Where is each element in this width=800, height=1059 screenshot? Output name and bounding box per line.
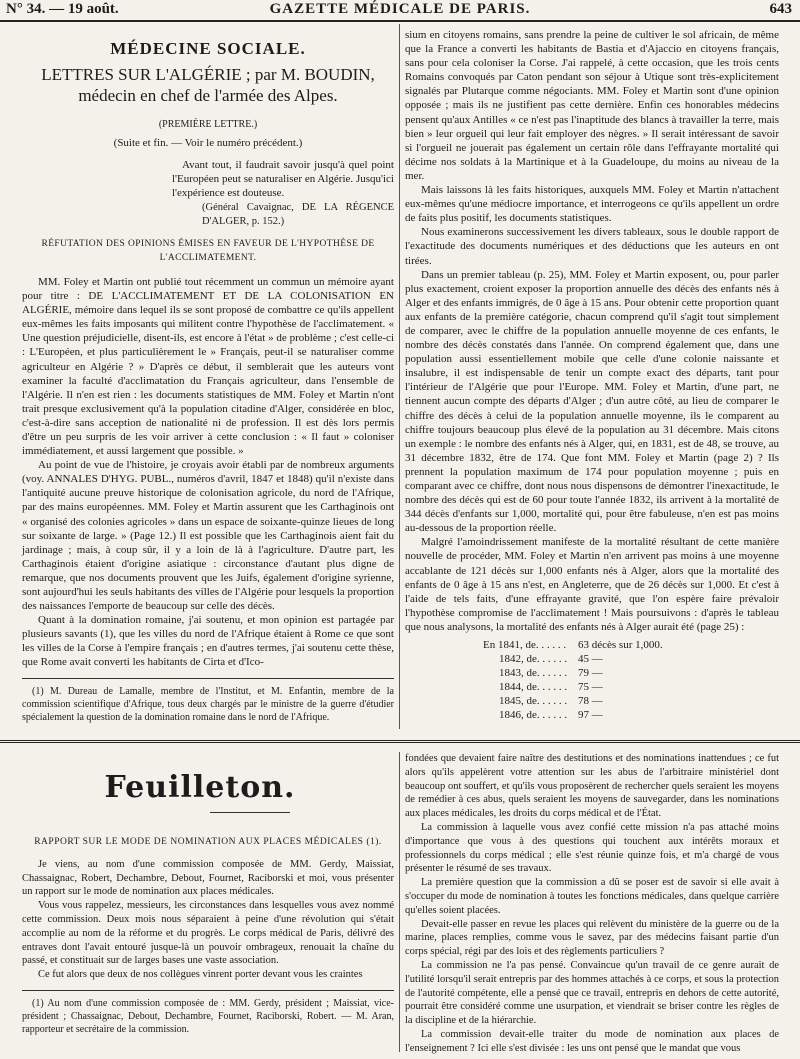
paragraph: Malgré l'amoindrissement manifeste de la mortalité résultant de cette manière nouvelle de procéder, MM. Foley et Martin n'en arrivent pas moins à une moyenne accablante de 121 décès sur 1,000 enfants nés à Alger, alors que la mortalité des enfants de 0 âge à 15 ans n'est, en Angleterre, que de 26 décès sur 1,000. Et c'est à l'aide de tels faits, d'une effrayante gravité, que l'on espère faire prévaloir l'hypothèse compromise de l'acclimatement ! Mais poursuivons : d'après le tableau que nous analysons, la mortalité des enfants nés à Alger aurait été (page 25) : xyxy=(405,536,779,633)
paragraph: fondées que devaient faire naître des destitutions et des nominations inattendues ; ce fut alors qu'ils appelèrent votre attention sur les abus de l'arbitraire ministériel dont beaucoup ont souffert, et qu'ils vous proposèrent de rechercher quels seraient les moyens de remédier à ces abus, quels seraient les moyens de sauvegarder, dans les nominations aux places médicales, les droits du corps médical et de l'État. xyxy=(405,753,779,820)
paragraph: Mais laissons là les faits historiques, auxquels MM. Foley et Martin n'attachent eux-mêmes qu'une médiocre importance, et interrogeons ce qu'ils appellent un ordre de faits plus positif, les documents statistiques. xyxy=(405,184,779,225)
table-row: 1845, de. . . . . . 78 — xyxy=(499,695,603,708)
paragraph: La commission à laquelle vous avez confié cette mission n'a pas attaché moins d'importance que vous à des questions qui touchent aux intérêts moraux et professionnels du corps médical ; elle s'est réunie quinze fois, et m'a chargé de vous présenter le résumé de ses travaux. xyxy=(405,821,779,875)
column-divider xyxy=(399,752,400,1052)
table-row: En 1841, de. . . . . . 63 décès sur 1,000. xyxy=(483,639,663,652)
column-divider xyxy=(399,24,400,729)
feuilleton-title: Feuilleton. xyxy=(104,770,296,805)
feuilleton-separator xyxy=(0,740,800,743)
table-row: 1842, de. . . . . . 45 — xyxy=(499,653,603,666)
paragraph: La commission devait-elle traiter du mode de nomination aux places de l'enseignement ? Ici elle s'est divisée : les uns ont pensé que le mandat que vous xyxy=(405,1028,779,1054)
paragraph: sium en citoyens romains, sans prendre la peine de cultiver le sol africain, de même que la France a converti les habitants de Bastia et d'Ajaccio en citoyens français, sans pour cela coloniser la Corse. J'ai rappelé, à cette occasion, que les trois cents Romains convoqués par Caton pendant son séjour à Utique sont très-explicitement signalés par Plutarque comme négociants. MM. Foley et Martin sont d'une opinion opposée ; mais ils ne justifient pas cette dernière. Enfin ces honorables médecins pensent qu'aux Antilles « ce n'est pas l'inaptitude des blancs à travailler la terre, mais bien » leur orgueil qui leur fait employer des nègres. » Il serait intéressant de savoir si l'orgueil ne jouerait pas également un certain rôle dans l'effrayante mortalité qui décime nos soldats à la Martinique et à la Guadeloupe, du moins au niveau de la mer. xyxy=(405,29,779,182)
paragraph: Vous vous rappelez, messieurs, les circonstances dans lesquelles vous avez nommé cette commission. Deux mois nous séparaient à peine d'une révolution qui s'était accomplie au nom de la réforme et du progrès. Le corps médical de Paris, délivré des entraves dont l'avait entouré jusque-là un pouvoir ombrageux, renouait la chaîne du passé, et constituait sur de larges bases une vaste association. xyxy=(22,900,394,967)
subsection-heading: RÉFUTATION DES OPINIONS ÉMISES EN FAVEUR DE L'HYPOTHÈSE DE L'ACCLIMATEMENT. xyxy=(41,238,375,263)
letter-number: (PREMIÈRE LETTRE.) xyxy=(158,119,258,131)
table-row: 1843, de. . . . . . 79 — xyxy=(499,667,603,680)
issue-number: N° 34. — 19 août. xyxy=(6,1,119,17)
table-row: 1844, de. . . . . . 75 — xyxy=(499,681,603,694)
footnote-rule xyxy=(22,678,394,679)
journal-title: GAZETTE MÉDICALE DE PARIS. xyxy=(269,1,531,17)
article-title: LETTRES SUR L'ALGÉRIE ; par M. BOUDIN, médecin en chef de l'armée des Alpes. xyxy=(41,65,375,106)
paragraph: Nous examinerons successivement les divers tableaux, sous le double rapport de l'exactitude des documents numériques et des déductions que les auteurs en ont tirées. xyxy=(405,226,779,267)
table-row: 1846, de. . . . . . 97 — xyxy=(499,709,603,722)
paragraph: MM. Foley et Martin ont publié tout récemment un commun un mémoire ayant pour titre : DE L'ACCLIMATEMENT ET DE LA COLONISATION EN ALGÉRIE, mémoire dans lequel ils se sont proposé de combattre ce qu'ils appellent eux-mêmes les faits imposants qui militent contre l'hypothèse de l'acclimatement. « Une question préjudicielle, disent-ils, est encore à l'état » de problème ; c'est celle-ci : L'Européen, et plus particulièrement le » Français, peut-il se naturaliser comme agriculteur en Algérie ? » D'après ce début, il semblerait que les auteurs vont examiner la faculté d'acclimatation du Français agriculteur, dans l'ensemble de l'Algérie. Il n'en est rien : les documents statistiques de MM. Foley et Martin n'ont trait presque exclusivement qu'à la population citadine d'Alger, considérée en bloc, c'est-à-dire sans acception de nationalité ni de profession. Il est dès lors permis d'être un peu surpris de les voir arriver à cette conclusion : « Il faut » coloniser immédiatement, et aussi largement que possible. » xyxy=(22,275,394,458)
paragraph: Quant à la domination romaine, j'ai soutenu, et mon opinion est partagée par plusieurs savants (1), que les villes du nord de l'Afrique étaient à Rome ce que sont les villes de la Corse à l'empire français ; en d'autres termes, j'ai soutenu cette thèse, que Rome avait converti les habitants de Cirta et d'Ico- xyxy=(22,614,394,669)
page-number: 643 xyxy=(769,1,792,17)
feuilleton-left-column xyxy=(22,836,394,1036)
paragraph: Je viens, au nom d'une commission composée de MM. Gerdy, Maissiat, Chassaignac, Robert, Dechambre, Debout, Fournet, Raciborski et moi, vous présenter un rapport sur le mode de nomination aux places médicales. xyxy=(22,858,394,898)
paragraph: Ce fut alors que deux de nos collègues vinrent porter devant vous les craintes xyxy=(38,969,363,981)
section-title: MÉDECINE SOCIALE. xyxy=(110,39,306,58)
report-title: RAPPORT SUR LE MODE DE NOMINATION AUX PLACES MÉDICALES (1). xyxy=(34,837,382,847)
left-column xyxy=(22,28,394,724)
mortality-table xyxy=(483,638,779,722)
running-header xyxy=(0,0,800,22)
epigraph-source: (Général Cavaignac, DE LA RÉGENCE D'ALGER, p. 152.) xyxy=(202,201,394,227)
epigraph: Avant tout, il faudrait savoir jusqu'à quel point l'Européen peut se naturaliser en Algérie. Jusqu'ici l'expérience est douteuse. xyxy=(172,159,394,200)
paragraph: La première question que la commission a dû se poser est de savoir si elle avait à s'occuper du mode de nomination à toutes les fonctions médicales, dans quelque carrière qu'elles soient placées. xyxy=(405,877,779,916)
continuation-note: (Suite et fin. — Voir le numéro précédent.) xyxy=(113,137,303,150)
paragraph: Devait-elle passer en revue les places qui relèvent du ministère de la guerre ou de la marine, places remplies, comme vous le savez, par des médecins faisant partie d'un corps spécial, régi par des lois et des règlements particuliers ? xyxy=(405,918,779,958)
right-column xyxy=(405,28,779,722)
footnote: (1) Au nom d'une commission composée de : MM. Gerdy, président ; Maissiat, vice-président ; Chassaignac, Debout, Dechambre, Fournet, Raciborski, Robert. — M. Aran, rapporteur et secrétaire de la commission. xyxy=(22,997,394,1035)
paragraph: La commission ne l'a pas pensé. Convaincue qu'un travail de ce genre aurait de l'utilité lorsqu'il serait entrepris par des hommes attachés à ce corps, et sous la protection de l'autorité compétente, elle a pensé que ce travail, entrepris en dehors de cette autorité, pourrait être considéré comme une usurpation, et viendrait se briser contre les règles de la discipline et de la hiérarchie. xyxy=(405,959,779,1027)
paragraph: Dans un premier tableau (p. 25), MM. Foley et Martin exposent, ou, pour parler plus exactement, croient exposer la proportion annuelle des décès des enfants nés à Alger et des enfants immigrés, de 0 âge à 15 ans. Pour obtenir cette proportion quant aux enfants de la première catégorie, chacun comprend qu'il s'agit tout simplement de comparer, avec le chiffre de la population annuelle moyenne de ces enfants, le nombre des décès constatés dans l'année. On comprend également que, dans une population aussi essentiellement mobile que celle d'une colonie naissante et insalubre, il est indispensable de tenir un compte exact des départs, tant pour l'intérieur de l'Algérie que pour l'Europe. MM. Foley et Martin, d'une part, ne tiennent aucun compte des départs d'Alger ; d'un autre côté, au lieu de comparer le chiffre des décès à celui de la population annuelle moyenne, ils le comparent au chiffre toujours beaucoup plus élevé de la population au 31 décembre. Mais citons un exemple : le nombre des enfants nés à Alger, qui, en 1831, est de 48, se trouve, au 31 décembre 1832, être de 174. Que font MM. Foley et Martin (page 2) ? Ils prennent la population maximum de 174 pour population moyenne ; puis en comparant avec ce chiffre, dont nous nous dispensons de démontrer l'inexactitude, le nombre des décès qui est de 60 pour toute l'année 1832, ils arrivent à la mortalité de 344 décès d'enfants sur 1,000, mortalité qui, pour être fabuleuse, n'en est pas moins au-dessous de la proportion réelle. xyxy=(405,268,779,535)
footnote-rule xyxy=(22,990,394,991)
title-rule xyxy=(210,812,290,813)
footnote: (1) M. Dureau de Lamalle, membre de l'Institut, et M. Enfantin, membre de la commission scientifique d'Afrique, tous deux chargés par le ministre de la guerre d'étudier spécialement la question de la domination romaine dans le nord de l'Afrique. xyxy=(22,685,394,723)
feuilleton-right-column xyxy=(405,752,779,1056)
paragraph: Au point de vue de l'histoire, je croyais avoir établi par de nombreux arguments (voy. ANNALES D'HYG. PUBL., numéros d'avril, 1847 et 1848) qu'il n'existe dans l'antiquité aucune preuve historique de colonisation agricole, du nord de l'Afrique, par des mains européennes. MM. Foley et Martin assurent que les Carthaginois ont « organisé des colonies agricoles » dans un espace de soixante-quinze lieues de long sur soixante de large. » (Page 12.) Il est possible que les Carthaginois aient fait du jardinage ; mais, à coup sûr, il y a loin de là à l'agriculture. D'autre part, les Carthaginois étaient d'origine asiatique : circonstance d'autant plus digne de remarque, que nos documents prouvent que les Juifs, également d'origine syrienne, sont aujourd'hui les seuls habitants des villes de l'Algérie pour lesquels la proportion des naissances l'emporte de beaucoup sur celle des décès. xyxy=(22,459,394,613)
